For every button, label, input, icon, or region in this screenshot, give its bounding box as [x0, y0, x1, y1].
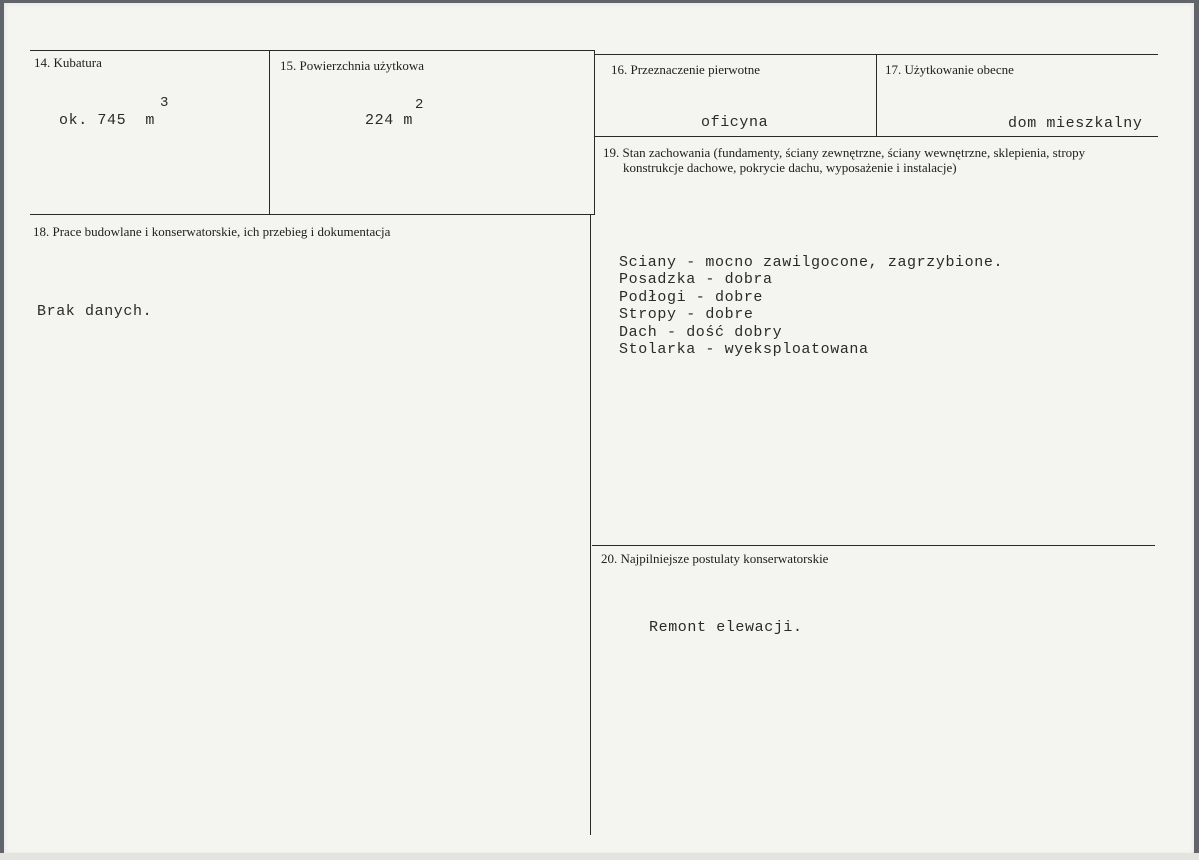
field-14-exponent: 3: [160, 95, 169, 111]
field-18-label: 18. Prace budowlane i konserwatorskie, ich przebieg i dokumentacja: [33, 224, 391, 239]
field-15-label: 15. Powierzchnia użytkowa: [280, 58, 425, 73]
rule-v-16-17: [876, 54, 877, 137]
field-16-value: oficyna: [701, 114, 769, 131]
field-20-value: Remont elewacji.: [649, 619, 803, 636]
field-14-value: ok. 745 m: [59, 112, 156, 129]
rule-below-16-17: [594, 136, 1158, 137]
rule-v-mid-upper: [594, 50, 595, 215]
field-18-value: Brak danych.: [37, 303, 153, 320]
rule-below-14-15: [30, 214, 594, 215]
condition-line: Stolarka - wyeksploatowana: [619, 341, 869, 359]
field-14-label: 14. Kubatura: [34, 55, 102, 70]
rule-top-left: [30, 50, 595, 51]
condition-line: Dach - dość dobry: [619, 323, 783, 341]
field-15-exponent: 2: [415, 97, 424, 113]
condition-line: Stropy - dobre: [619, 306, 754, 324]
rule-above-20: [592, 545, 1155, 546]
card-edge-strip: [0, 853, 1199, 860]
condition-line: Posadzka - dobra: [619, 271, 773, 289]
field-19-condition-list: [619, 254, 1003, 358]
rule-v-14-15: [269, 50, 270, 215]
field-19-label: 19. Stan zachowania (fundamenty, ściany zewnętrzne, ściany wewnętrzne, sklepienia, stropy: [603, 145, 1086, 160]
field-20-label: 20. Najpilniejsze postulaty konserwatorskie: [601, 551, 829, 566]
field-15-value: 224 m: [365, 112, 414, 129]
field-17-value: dom mieszkalny: [1008, 115, 1143, 132]
rule-v-mid-lower: [590, 215, 591, 835]
field-19-label-line2: konstrukcje dachowe, pokrycie dachu, wyposażenie i instalacje): [623, 160, 957, 175]
condition-line: Podłogi - dobre: [619, 288, 764, 306]
field-17-label: 17. Użytkowanie obecne: [885, 62, 1014, 77]
condition-line: Sciany - mocno zawilgocone, zagrzybione.: [619, 254, 1004, 271]
field-16-label: 16. Przeznaczenie pierwotne: [611, 62, 761, 77]
